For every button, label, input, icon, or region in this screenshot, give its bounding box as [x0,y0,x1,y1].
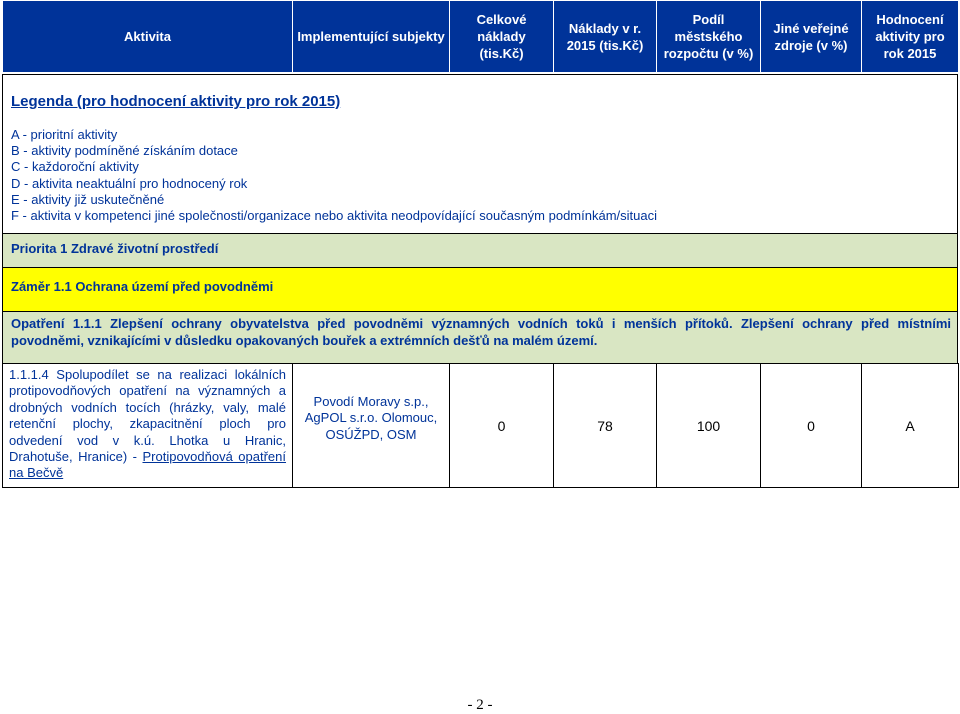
header-rating: Hodnocení aktivity pro rok 2015 [862,1,959,73]
activity-description-cell [3,364,293,488]
activity-rating: A [862,364,959,488]
legend-item-b: B - aktivity podmíněné získáním dotace [11,143,238,159]
legend-list [11,127,657,224]
activity-table [2,363,959,488]
activity-description: 1.1.1.4 Spolupodílet se na realizaci lokálních protipovodňových opatření na významných a drobných vodních tocích (hrázky, valy, malé retenční plochy, zkapacitnění ploch pro odvedení vod v k.ú. Lhotka u Hranic, Drahotuše, Hranice) - [9,367,286,465]
activity-link[interactable]: Protipovodňová opatření na Bečvě [9,449,287,481]
measure-text: Opatření 1.1.1 Zlepšení ochrany obyvatelstva před povodněmi významných vodních toků i menších přítoků. Zlepšení ochrany před místními povodněmi, vznikajícími v důsledku opakovaných bouřek a extrémních dešťů na malém území. [11,316,951,348]
legend-box [2,74,958,234]
table-header [2,0,959,73]
legend-item-e: E - aktivity již uskutečněné [11,191,165,207]
activity-cost-2015: 78 [554,364,657,488]
table-row [3,364,959,488]
header-activity: Aktivita [3,1,293,73]
page-number: - 2 - [467,697,493,713]
intent-band [2,267,958,312]
header-other-sources: Jiné veřejné zdroje (v %) [761,1,862,73]
legend-item-d: D - aktivita neaktuální pro hodnocený rok [11,175,248,191]
activity-other-sources: 0 [761,364,862,488]
legend-item-c: C - každoroční aktivity [11,159,139,175]
activity-city-share: 100 [657,364,761,488]
legend-title: Legenda (pro hodnocení aktivity pro rok 2015) [11,93,341,110]
legend-item-f: F - aktivita v kompetenci jiné společnosti/organizace nebo aktivita neodpovídající současným podmínkám/situaci [11,208,657,224]
intent-title: Záměr 1.1 Ochrana území před povodněmi [11,279,274,294]
priority-band [2,233,958,268]
priority-title: Priorita 1 Zdravé životní prostředí [11,241,219,256]
header-subjects: Implementující subjekty [293,1,450,73]
legend-item-a: A - prioritní aktivity [11,127,118,142]
header-cost-2015: Náklady v r. 2015 (tis.Kč) [554,1,657,73]
activity-total-cost: 0 [450,364,554,488]
measure-band [2,311,958,364]
activity-subjects: Povodí Moravy s.p., AgPOL s.r.o. Olomouc, OSÚŽPD, OSM [293,364,450,488]
header-city-share: Podíl městského rozpočtu (v %) [657,1,761,73]
header-total-cost: Celkové náklady (tis.Kč) [450,1,554,73]
